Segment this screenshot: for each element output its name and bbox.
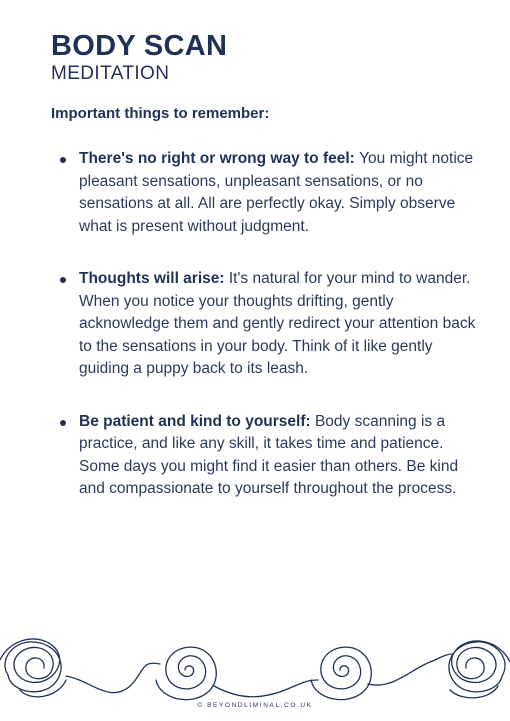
list-item (60, 411, 480, 501)
point-heading: There's no right or wrong way to feel: (79, 150, 360, 167)
list-item (60, 268, 480, 381)
bullet-icon (60, 157, 66, 163)
list-item (60, 148, 480, 238)
page-subtitle: MEDITATION (51, 63, 170, 84)
point-text: Body scanning is a practice, and like any skill, it takes time and patience. Some days you might find it easier than others. Be kind and compassionate to yourself throughout the process. (79, 412, 459, 497)
page-title: BODY SCAN (51, 30, 228, 62)
section-heading: Important things to remember: (51, 105, 270, 122)
spiral-doodle-icon (0, 620, 510, 710)
point-text: It's natural for your mind to wander. When you notice your thoughts drifting, gently acknowledge them and gently redirect your attention back to the sensations in your body. Think of it like gently guiding a puppy back to its leash. (79, 270, 476, 377)
bullet-icon (60, 420, 66, 426)
footer-copyright: © BEYONDLIMINAL.CO.UK (197, 702, 313, 709)
point-heading: Be patient and kind to yourself: (79, 412, 315, 430)
points-list (60, 148, 480, 531)
bullet-icon (60, 277, 66, 283)
point-text: You might notice pleasant sensations, unpleasant sensations, or no sensations at all. All are perfectly okay. Simply observe what is present without judgment. (79, 150, 474, 235)
point-heading: Thoughts will arise: (79, 270, 229, 287)
